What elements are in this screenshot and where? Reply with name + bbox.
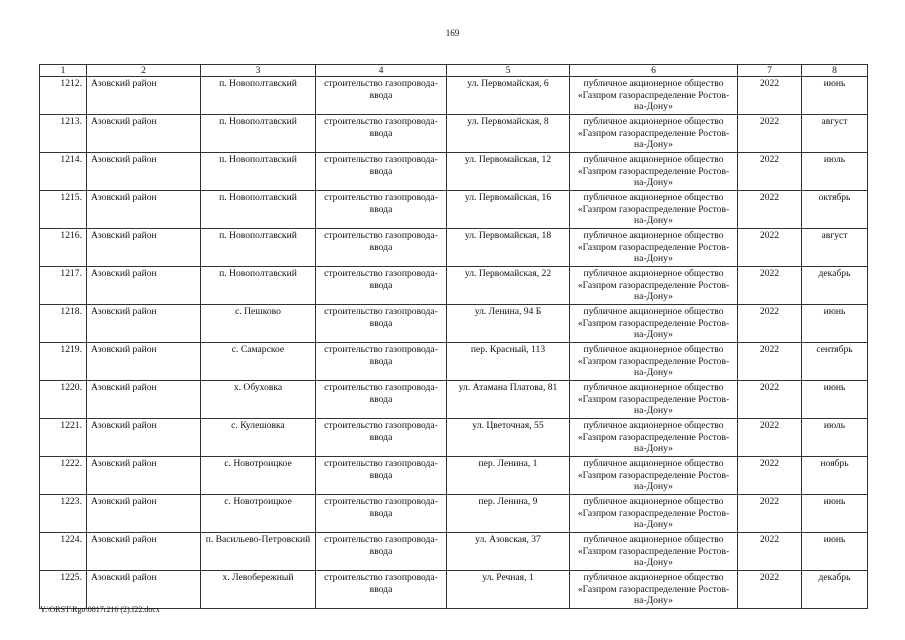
header-cell: 6	[570, 65, 738, 77]
address-cell: ул. Первомайская, 6	[447, 77, 570, 115]
address-cell: ул. Первомайская, 22	[447, 267, 570, 305]
settlement-cell: п. Новополтавский	[201, 115, 316, 153]
work-type-cell: строительство газопровода-ввода	[316, 229, 447, 267]
month-cell: июль	[802, 153, 868, 191]
table-row	[40, 571, 868, 609]
work-type-cell: строительство газопровода-ввода	[316, 343, 447, 381]
district-cell: Азовский район	[87, 533, 201, 571]
settlement-cell: п. Новополтавский	[201, 191, 316, 229]
month-cell: ноябрь	[802, 457, 868, 495]
footer-file-path: Y:\ORST\Rgo\0817r216 (2).f22.docx	[40, 605, 160, 614]
organization-cell: публичное акционерное общество «Газпром газораспределение Ростов-на-Дону»	[570, 267, 738, 305]
table-row	[40, 381, 868, 419]
year-cell: 2022	[738, 115, 802, 153]
organization-cell: публичное акционерное общество «Газпром газораспределение Ростов-на-Дону»	[570, 381, 738, 419]
year-cell: 2022	[738, 153, 802, 191]
organization-cell: публичное акционерное общество «Газпром газораспределение Ростов-на-Дону»	[570, 153, 738, 191]
table-row	[40, 267, 868, 305]
month-cell: июнь	[802, 495, 868, 533]
row-number-cell: 1219.	[40, 343, 87, 381]
settlement-cell: п. Новополтавский	[201, 229, 316, 267]
year-cell: 2022	[738, 267, 802, 305]
row-number-cell: 1221.	[40, 419, 87, 457]
district-cell: Азовский район	[87, 495, 201, 533]
table-row	[40, 305, 868, 343]
year-cell: 2022	[738, 457, 802, 495]
work-type-cell: строительство газопровода-ввода	[316, 533, 447, 571]
address-cell: пер. Красный, 113	[447, 343, 570, 381]
address-cell: ул. Азовская, 37	[447, 533, 570, 571]
row-number-cell: 1216.	[40, 229, 87, 267]
year-cell: 2022	[738, 77, 802, 115]
settlement-cell: п. Васильево-Петровский	[201, 533, 316, 571]
month-cell: июнь	[802, 305, 868, 343]
district-cell: Азовский район	[87, 153, 201, 191]
address-cell: ул. Ленина, 94 Б	[447, 305, 570, 343]
district-cell: Азовский район	[87, 77, 201, 115]
month-cell: август	[802, 115, 868, 153]
row-number-cell: 1215.	[40, 191, 87, 229]
organization-cell: публичное акционерное общество «Газпром газораспределение Ростов-на-Дону»	[570, 457, 738, 495]
header-cell: 8	[802, 65, 868, 77]
work-type-cell: строительство газопровода-ввода	[316, 305, 447, 343]
settlement-cell: с. Кулешовка	[201, 419, 316, 457]
year-cell: 2022	[738, 419, 802, 457]
year-cell: 2022	[738, 229, 802, 267]
district-cell: Азовский район	[87, 457, 201, 495]
organization-cell: публичное акционерное общество «Газпром газораспределение Ростов-на-Дону»	[570, 419, 738, 457]
work-type-cell: строительство газопровода-ввода	[316, 381, 447, 419]
table-row	[40, 77, 868, 115]
table-row	[40, 343, 868, 381]
row-number-cell: 1212.	[40, 77, 87, 115]
organization-cell: публичное акционерное общество «Газпром газораспределение Ростов-на-Дону»	[570, 343, 738, 381]
year-cell: 2022	[738, 495, 802, 533]
settlement-cell: х. Левобережный	[201, 571, 316, 609]
district-cell: Азовский район	[87, 229, 201, 267]
settlement-cell: п. Новополтавский	[201, 77, 316, 115]
header-cell: 4	[316, 65, 447, 77]
work-type-cell: строительство газопровода-ввода	[316, 153, 447, 191]
district-cell: Азовский район	[87, 571, 201, 609]
table-body	[40, 77, 868, 609]
month-cell: декабрь	[802, 571, 868, 609]
year-cell: 2022	[738, 533, 802, 571]
row-number-cell: 1222.	[40, 457, 87, 495]
month-cell: июнь	[802, 533, 868, 571]
address-cell: ул. Первомайская, 16	[447, 191, 570, 229]
work-type-cell: строительство газопровода-ввода	[316, 571, 447, 609]
district-cell: Азовский район	[87, 343, 201, 381]
organization-cell: публичное акционерное общество «Газпром газораспределение Ростов-на-Дону»	[570, 77, 738, 115]
organization-cell: публичное акционерное общество «Газпром газораспределение Ростов-на-Дону»	[570, 533, 738, 571]
settlement-cell: с. Пешково	[201, 305, 316, 343]
header-cell: 5	[447, 65, 570, 77]
address-cell: ул. Первомайская, 12	[447, 153, 570, 191]
year-cell: 2022	[738, 343, 802, 381]
month-cell: декабрь	[802, 267, 868, 305]
row-number-cell: 1217.	[40, 267, 87, 305]
address-cell: ул. Атамана Платова, 81	[447, 381, 570, 419]
month-cell: август	[802, 229, 868, 267]
row-number-cell: 1224.	[40, 533, 87, 571]
organization-cell: публичное акционерное общество «Газпром газораспределение Ростов-на-Дону»	[570, 115, 738, 153]
address-cell: ул. Речная, 1	[447, 571, 570, 609]
address-cell: ул. Первомайская, 8	[447, 115, 570, 153]
row-number-cell: 1223.	[40, 495, 87, 533]
month-cell: июль	[802, 419, 868, 457]
district-cell: Азовский район	[87, 381, 201, 419]
district-cell: Азовский район	[87, 419, 201, 457]
address-cell: пер. Ленина, 1	[447, 457, 570, 495]
row-number-cell: 1214.	[40, 153, 87, 191]
table-row	[40, 457, 868, 495]
settlement-cell: п. Новополтавский	[201, 153, 316, 191]
table-row	[40, 495, 868, 533]
gas-pipeline-table	[39, 64, 868, 609]
work-type-cell: строительство газопровода-ввода	[316, 191, 447, 229]
district-cell: Азовский район	[87, 115, 201, 153]
month-cell: сентябрь	[802, 343, 868, 381]
organization-cell: публичное акционерное общество «Газпром газораспределение Ростов-на-Дону»	[570, 571, 738, 609]
table-row	[40, 191, 868, 229]
table-row	[40, 153, 868, 191]
settlement-cell: с. Новотроицкое	[201, 495, 316, 533]
year-cell: 2022	[738, 305, 802, 343]
header-cell: 3	[201, 65, 316, 77]
work-type-cell: строительство газопровода-ввода	[316, 267, 447, 305]
table-row	[40, 229, 868, 267]
row-number-cell: 1225.	[40, 571, 87, 609]
table-row	[40, 419, 868, 457]
year-cell: 2022	[738, 571, 802, 609]
work-type-cell: строительство газопровода-ввода	[316, 419, 447, 457]
work-type-cell: строительство газопровода-ввода	[316, 495, 447, 533]
table-row	[40, 533, 868, 571]
work-type-cell: строительство газопровода-ввода	[316, 77, 447, 115]
address-cell: ул. Цветочная, 55	[447, 419, 570, 457]
header-cell: 7	[738, 65, 802, 77]
organization-cell: публичное акционерное общество «Газпром газораспределение Ростов-на-Дону»	[570, 495, 738, 533]
row-number-cell: 1213.	[40, 115, 87, 153]
page-number: 169	[445, 28, 460, 38]
district-cell: Азовский район	[87, 267, 201, 305]
year-cell: 2022	[738, 191, 802, 229]
year-cell: 2022	[738, 381, 802, 419]
table-row	[40, 115, 868, 153]
district-cell: Азовский район	[87, 191, 201, 229]
address-cell: пер. Ленина, 9	[447, 495, 570, 533]
row-number-cell: 1220.	[40, 381, 87, 419]
header-row	[40, 65, 868, 77]
header-cell: 2	[87, 65, 201, 77]
organization-cell: публичное акционерное общество «Газпром газораспределение Ростов-на-Дону»	[570, 229, 738, 267]
settlement-cell: п. Новополтавский	[201, 267, 316, 305]
settlement-cell: с. Новотроицкое	[201, 457, 316, 495]
work-type-cell: строительство газопровода-ввода	[316, 457, 447, 495]
organization-cell: публичное акционерное общество «Газпром газораспределение Ростов-на-Дону»	[570, 191, 738, 229]
month-cell: октябрь	[802, 191, 868, 229]
month-cell: июнь	[802, 381, 868, 419]
settlement-cell: с. Самарское	[201, 343, 316, 381]
address-cell: ул. Первомайская, 18	[447, 229, 570, 267]
district-cell: Азовский район	[87, 305, 201, 343]
header-cell: 1	[40, 65, 87, 77]
settlement-cell: х. Обуховка	[201, 381, 316, 419]
month-cell: июнь	[802, 77, 868, 115]
organization-cell: публичное акционерное общество «Газпром газораспределение Ростов-на-Дону»	[570, 305, 738, 343]
row-number-cell: 1218.	[40, 305, 87, 343]
work-type-cell: строительство газопровода-ввода	[316, 115, 447, 153]
